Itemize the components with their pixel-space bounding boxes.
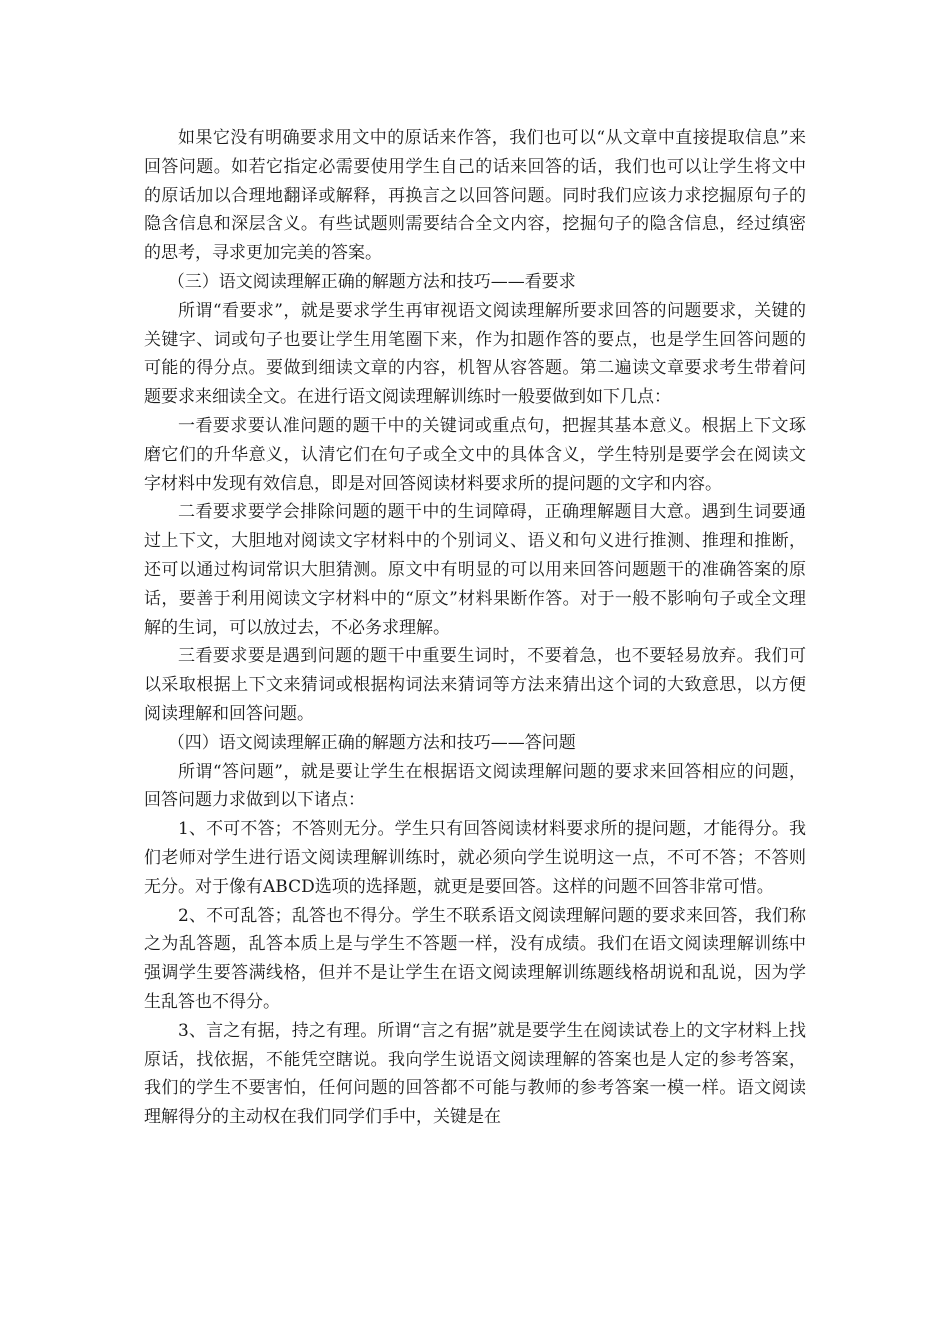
paragraph-point-two: 二看要求要学会排除问题的题干中的生词障碍，正确理解题目大意。遇到生词要通过上下文，大胆地对阅读文字材料中的个别词义、语义和句义进行推测、推理和推断，还可以通过构词常识大胆猜测。原文中有明显的可以用来回答问题题干的准确答案的原话，要善于利用阅读文字材料中的“原文”材料果断作答。对于一般不影响句子或全文理解的生词，可以放过去，不必务求理解。	[144, 502, 806, 638]
paragraph-rule-two: 2、不可乱答；乱答也不得分。学生不联系语文阅读理解问题的要求来回答，我们称之为乱答题，乱答本质上是与学生不答题一样，没有成绩。我们在语文阅读理解训练中强调学生要答满线格，但并不是让学生在语文阅读理解训练题线格胡说和乱说，因为学生乱答也不得分。	[144, 905, 806, 1012]
paragraph-answer-extraction: 如果它没有明确要求用文中的原话来作答，我们也可以“从文章中直接提取信息”来回答问题。如若它指定必需要使用学生自己的话来回答的话，我们也可以让学生将文中的原话加以合理地翻译或解释，再换言之以回答问题。同时我们应该力求挖掘原句子的隐含信息和深层含义。有些试题则需要结合全文内容，挖掘句子的隐含信息，经过缜密的思考，寻求更加完美的答案。	[144, 128, 806, 264]
paragraph-answer-questions-intro: 所谓“答问题”，就是要让学生在根据语文阅读理解问题的要求来回答相应的问题，回答问题力求做到以下诸点：	[144, 761, 806, 811]
section-heading-read-requirements: （三）语文阅读理解正确的解题方法和技巧——看要求	[167, 271, 576, 292]
paragraph-rule-three: 3、言之有据，持之有理。所谓“言之有据”就是要学生在阅读试卷上的文字材料上找原话，找依据，不能凭空瞎说。我向学生说语文阅读理解的答案也是人定的参考答案，我们的学生不要害怕，任何问题的回答都不可能与教师的参考答案一模一样。语文阅读理解得分的主动权在我们同学们手中，关键是在	[144, 1020, 806, 1128]
paragraph-point-three: 三看要求要是遇到问题的题干中重要生词时，不要着急，也不要轻易放弃。我们可以采取根据上下文来猜词或根据构词法来猜词等方法来猜出这个词的大致意思，以方便阅读理解和回答问题。	[144, 646, 806, 724]
document-page	[144, 124, 806, 1132]
section-heading-answer-questions: （四）语文阅读理解正确的解题方法和技巧——答问题	[167, 732, 576, 753]
paragraph-rule-one: 1、不可不答；不答则无分。学生只有回答阅读材料要求所的提问题，才能得分。我们老师对学生进行语文阅读理解训练时，就必须向学生说明这一点，不可不答；不答则无分。对于像有ABCD选项的选择题，就更是要回答。这样的问题不回答非常可惜。	[144, 819, 806, 897]
paragraph-point-one: 一看要求要认准问题的题干中的关键词或重点句，把握其基本意义。根据上下文琢磨它们的升华意义，认清它们在句子或全文中的具体含义，学生特别是要学会在阅读文字材料中发现有效信息，即是对回答阅读材料要求所的提问题的文字和内容。	[144, 415, 806, 494]
paragraph-read-requirements-intro: 所谓“看要求”，就是要求学生再审视语文阅读理解所要求回答的问题要求，关键的关键字、词或句子也要让学生用笔圈下来，作为扣题作答的要点，也是学生回答问题的可能的得分点。要做到细读文章的内容，机智从容答题。第二遍读文章要求考生带着问题要求来细读全文。在进行语文阅读理解训练时一般要做到如下几点：	[144, 300, 806, 408]
